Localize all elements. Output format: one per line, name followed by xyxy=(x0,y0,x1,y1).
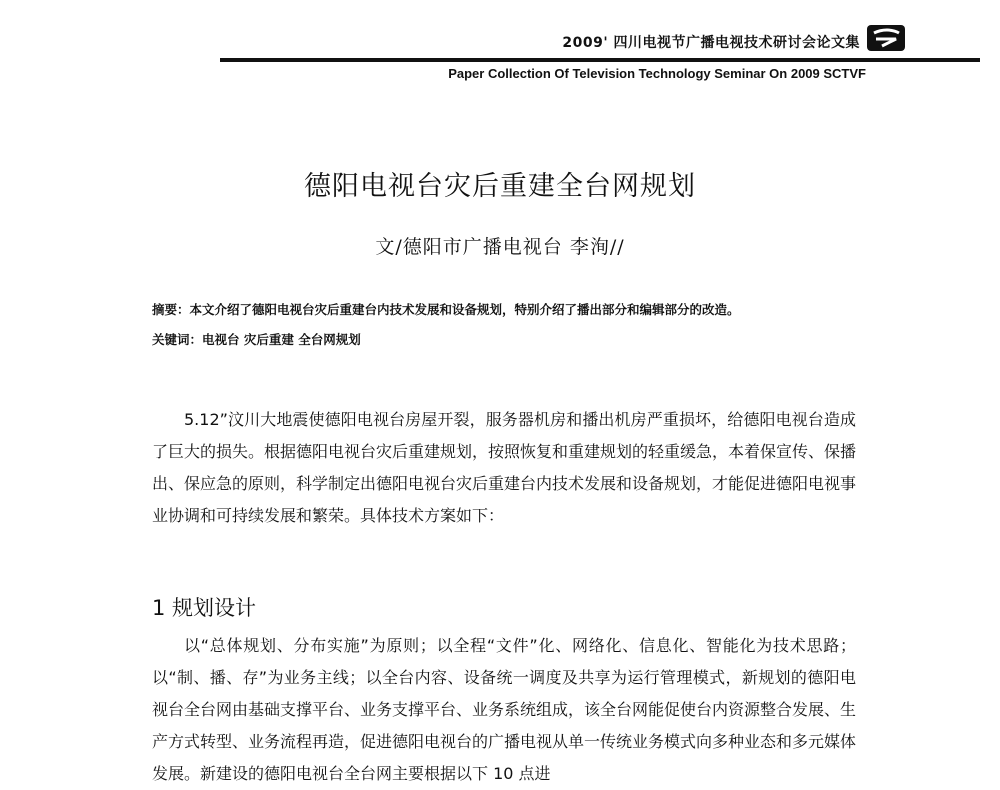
section-paragraph: 以“总体规划、分布实施”为原则；以全程“文件”化、网络化、信息化、智能化为技术思路；以“制、播、存”为业务主线；以全台内容、设备统一调度及共享为运行管理模式，新规划的德阳电视台全台网由基础支撑平台、业务支撑平台、业务系统组成，该全台网能促使台内资源整合发展、生产方式转型、业务流程再造，促进德阳电视台的广播电视从单一传统业务模式向多种业态和多元媒体发展。新建设的德阳电视台全台网主要根据以下 10 点进 xyxy=(152,636,857,783)
abstract: 摘要：本文介绍了德阳电视台灾后重建台内技术发展和设备规划，特别介绍了播出部分和编辑部分的改造。 xyxy=(152,302,740,317)
article-title: 德阳电视台灾后重建全台网规划 xyxy=(304,171,696,202)
proceedings-title-cn: 2009' 四川电视节广播电视技术研讨会论文集 xyxy=(562,35,860,51)
intro-paragraph: 5.12”汶川大地震使德阳电视台房屋开裂，服务器机房和播出机房严重损坏，给德阳电视台造成了巨大的损失。根据德阳电视台灾后重建规划，按照恢复和重建规划的轻重缓急，本着保宣传、保播出、保应急的原则，科学制定出德阳电视台灾后重建台内技术发展和设备规划，才能促进德阳电视事业协调和可持续发展和繁荣。具体技术方案如下： xyxy=(152,410,857,525)
proceedings-title-en: Paper Collection Of Television Technology Seminar On 2009 SCTVF xyxy=(448,66,866,81)
header-rule xyxy=(220,58,980,62)
keywords: 关键词：电视台 灾后重建 全台网规划 xyxy=(152,332,361,347)
section-heading: 1 规划设计 xyxy=(152,596,257,620)
sctvf-logo-icon xyxy=(866,24,906,52)
article-byline: 文/德阳市广播电视台 李洵// xyxy=(375,236,625,258)
